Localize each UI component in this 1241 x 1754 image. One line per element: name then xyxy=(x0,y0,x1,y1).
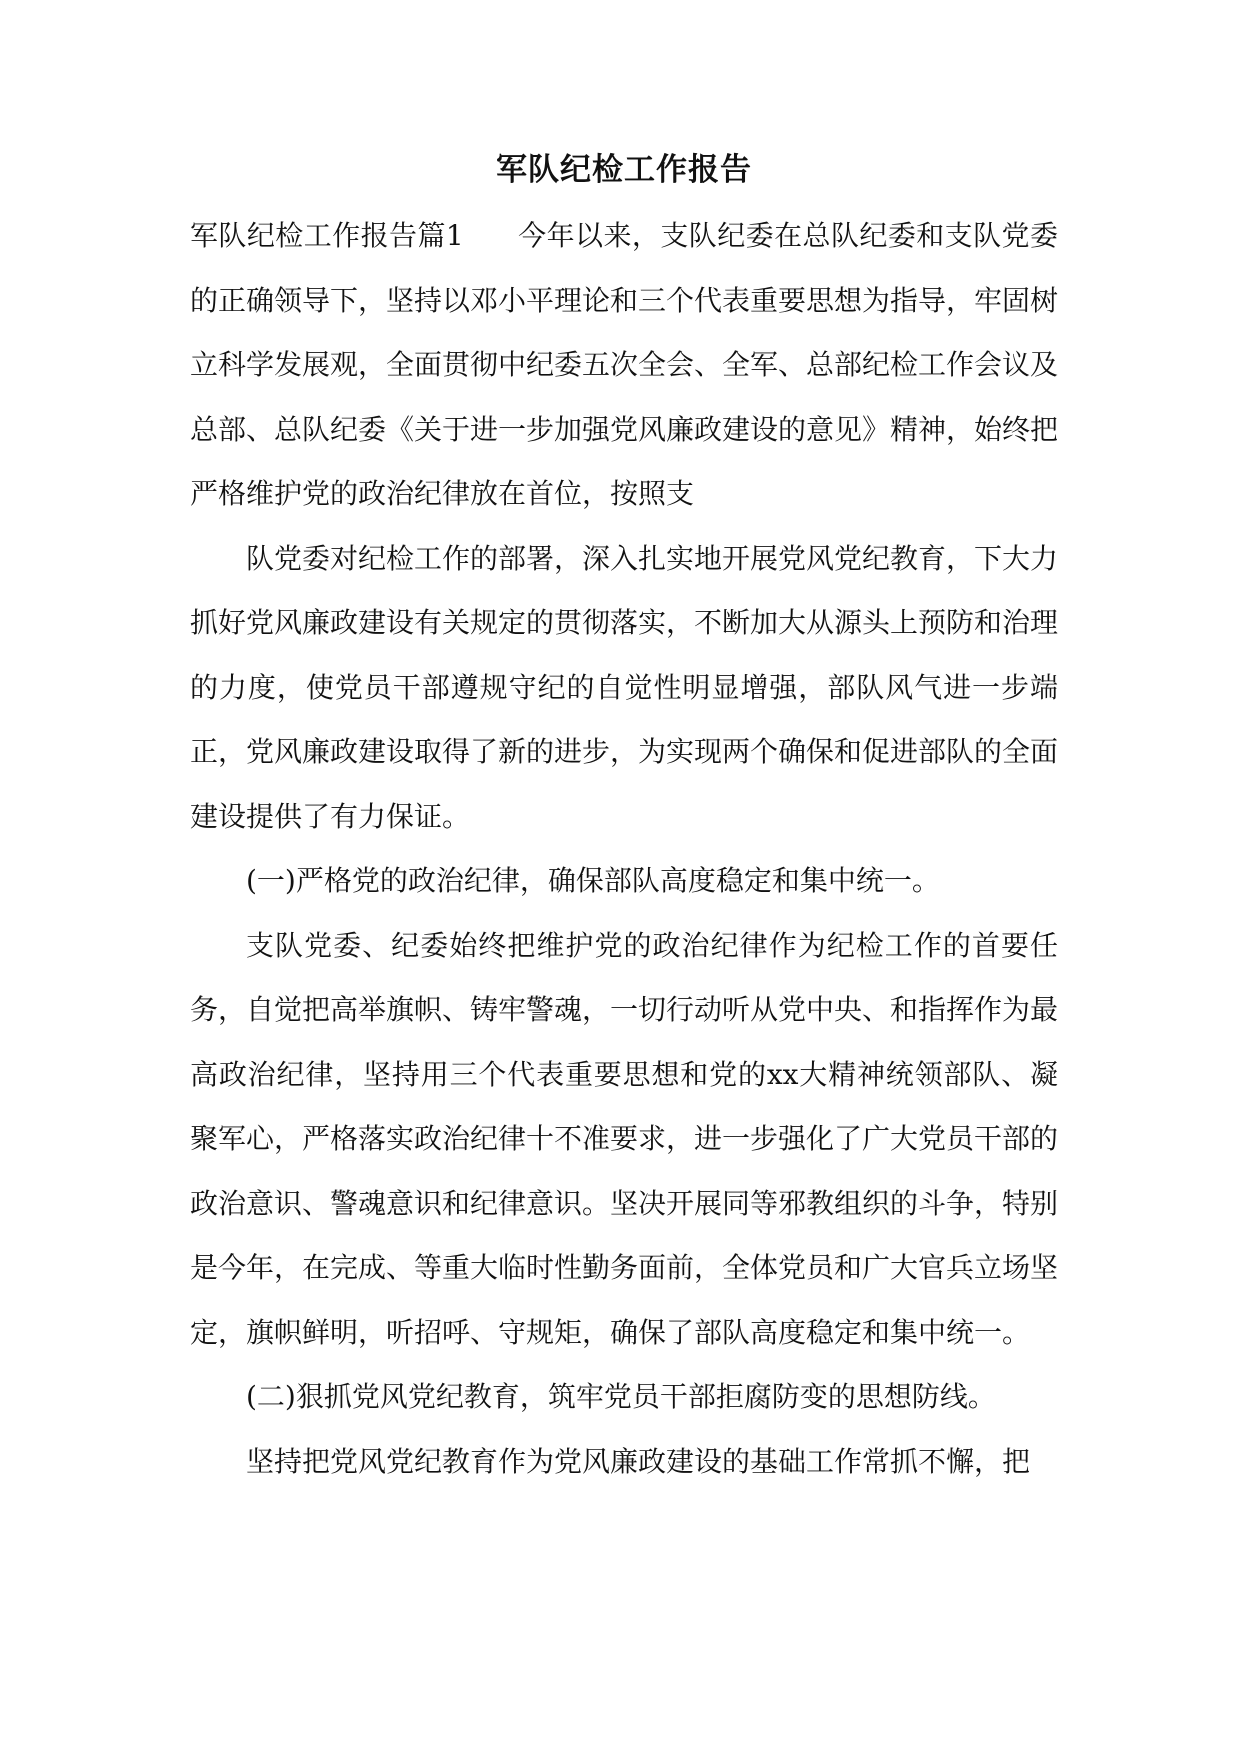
document-page xyxy=(190,150,1058,1494)
section-heading-2: (二)狠抓党风党纪教育，筑牢党员干部拒腐防变的思想防线。 xyxy=(246,1380,996,1413)
section-lead-label: 军队纪检工作报告篇1 xyxy=(190,219,464,252)
intro-text: 今年以来，支队纪委在总队纪委和支队党委的正确领导下，坚持以邓小平理论和三个代表重要思想为指导，牢固树立科学发展观，全面贯彻中纪委五次全会、全军、总部纪检工作会议及总部、总队纪委《关于进一步加强党风廉政建设的意见》精神，始终把严格维护党的政治纪律放在首位，按照支 xyxy=(190,219,1059,510)
body-paragraph: 坚持把党风党纪教育作为党风廉政建设的基础工作常抓不懈，把 xyxy=(246,1444,1031,1478)
document-title: 军队纪检工作报告 xyxy=(496,152,752,188)
intro-paragraph xyxy=(190,204,1058,527)
body-paragraph: 支队党委、纪委始终把维护党的政治纪律作为纪检工作的首要任务，自觉把高举旗帜、铸牢警魂，一切行动听从党中央、和指挥作为最高政治纪律，坚持用三个代表重要思想和党的xx大精神统领部队、凝聚军心，严格落实政治纪律十不准要求，进一步强化了广大党员干部的政治意识、警魂意识和纪律意识。坚决开展同等邪教组织的斗争，特别是今年，在完成、等重大临时性勤务面前，全体党员和广大官兵立场坚定，旗帜鲜明，听招呼、守规矩，确保了部队高度稳定和集中统一。 xyxy=(190,928,1059,1349)
body-paragraph: 队党委对纪检工作的部署，深入扎实地开展党风党纪教育，下大力抓好党风廉政建设有关规定的贯彻落实，不断加大从源头上预防和治理的力度，使党员干部遵规守纪的自觉性明显增强，部队风气进一步端正，党风廉政建设取得了新的进步，为实现两个确保和促进部队的全面建设提供了有力保证。 xyxy=(190,541,1059,833)
section-heading-1: (一)严格党的政治纪律，确保部队高度稳定和集中统一。 xyxy=(246,864,940,897)
